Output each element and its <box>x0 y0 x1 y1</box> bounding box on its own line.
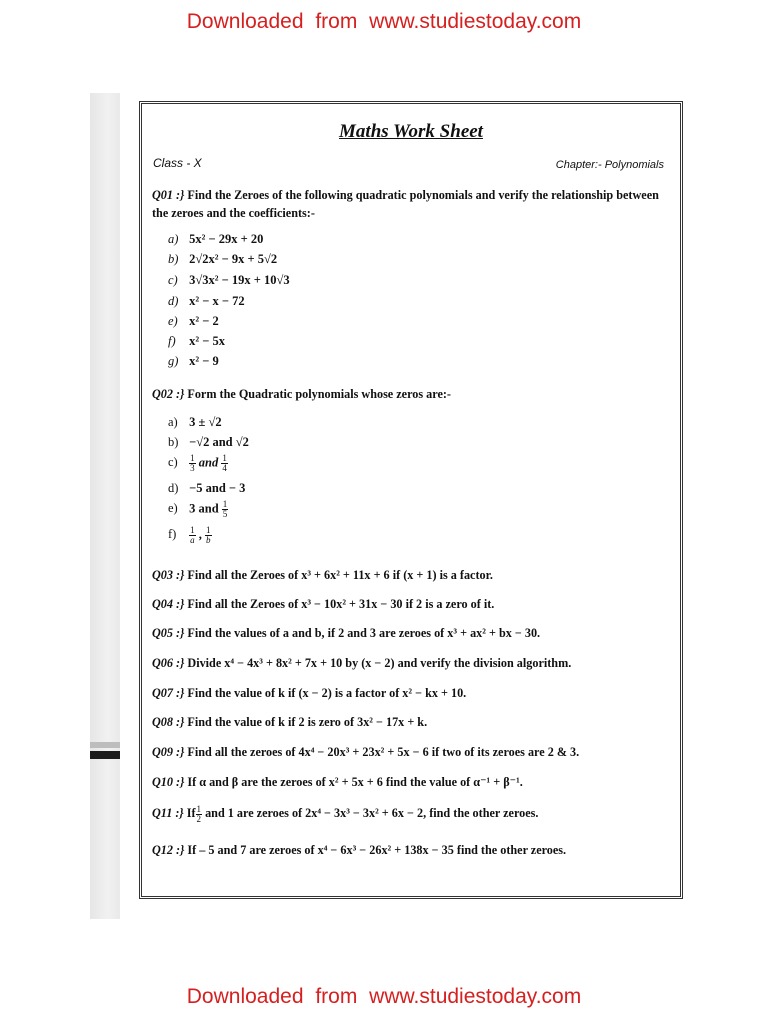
scan-mark-light <box>90 742 120 748</box>
question-q07: Q07 :} Find the value of k if (x − 2) is a factor of x² − kx + 10. <box>152 686 467 700</box>
q01-item-b: b) 2√2x² − 9x + 5√2 <box>168 252 278 266</box>
q01-item-d: d) x² − x − 72 <box>168 294 245 308</box>
question-q11: Q11 :} If $\frac{1}{2}$ and 1 are zeroes of 2x⁴ − 3x³ − 3x² + 6x − 2, find the other zeroes. <box>152 803 539 824</box>
class-label: Class - X <box>153 156 202 170</box>
worksheet <box>139 101 683 899</box>
q01-item-e: e) x² − 2 <box>168 314 219 328</box>
question-q09: Q09 :} Find all the zeroes of 4x⁴ − 20x³ + 23x² + 5x − 6 if two of its zeroes are 2 & 3. <box>152 745 580 759</box>
question-q03: Q03 :} Find all the Zeroes of x³ + 6x² + 11x + 6 if (x + 1) is a factor. <box>152 568 493 582</box>
q01-item-g: g) x² − 9 <box>168 354 219 368</box>
scan-mark-dark <box>90 751 120 759</box>
q02-item-c: c) $\frac{1}{3}$ and $\frac{1}{4}$ <box>168 453 227 473</box>
q02-item-e: e) 3 and $\frac{1}{5}$ <box>168 499 228 519</box>
question-q01 <box>152 186 677 222</box>
question-text: Form the Quadratic polynomials whose zeros are:- <box>187 387 451 401</box>
download-banner-top[interactable]: Downloaded from www.studiestoday.com <box>186 10 582 33</box>
q02-item-d: d) −5 and − 3 <box>168 481 246 495</box>
chapter-label: Chapter:- Polynomials <box>555 159 664 171</box>
q01-item-c: c) 3√3x² − 19x + 10√3 <box>168 273 290 287</box>
question-text: Find the Zeroes of the following quadratic polynomials and verify the relationship between the zeroes and the coefficients:- <box>152 188 659 220</box>
q02-item-f: f) $\frac{1}{a}$ , $\frac{1}{b}$ <box>168 525 211 545</box>
scan-edge-strip <box>90 93 120 919</box>
question-q08: Q08 :} Find the value of k if 2 is zero of 3x² − 17x + k. <box>152 715 428 729</box>
q02-item-b: b) −√2 and √2 <box>168 435 249 449</box>
download-banner-bottom[interactable]: Downloaded from www.studiestoday.com <box>186 985 582 1008</box>
question-q02 <box>152 385 677 403</box>
q02-item-a: a) 3 ± √2 <box>168 415 222 429</box>
q01-item-f: f) x² − 5x <box>168 334 225 348</box>
question-q10: Q10 :} If α and β are the zeroes of x² + 5x + 6 find the value of α⁻¹ + β⁻¹. <box>152 775 523 789</box>
question-number: Q02 :} <box>152 387 185 401</box>
worksheet-title: Maths Work Sheet <box>339 121 483 142</box>
question-number: Q01 :} <box>152 188 185 202</box>
q01-item-a: a) 5x² − 29x + 20 <box>168 232 264 246</box>
question-q04: Q04 :} Find all the Zeroes of x³ − 10x² + 31x − 30 if 2 is a zero of it. <box>152 597 495 611</box>
question-q05: Q05 :} Find the values of a and b, if 2 and 3 are zeroes of x³ + ax² + bx − 30. <box>152 626 541 640</box>
question-q12: Q12 :} If – 5 and 7 are zeroes of x⁴ − 6x³ − 26x² + 138x − 35 find the other zeroes. <box>152 843 567 857</box>
question-q06: Q06 :} Divide x⁴ − 4x³ + 8x² + 7x + 10 by (x − 2) and verify the division algorithm. <box>152 656 572 670</box>
